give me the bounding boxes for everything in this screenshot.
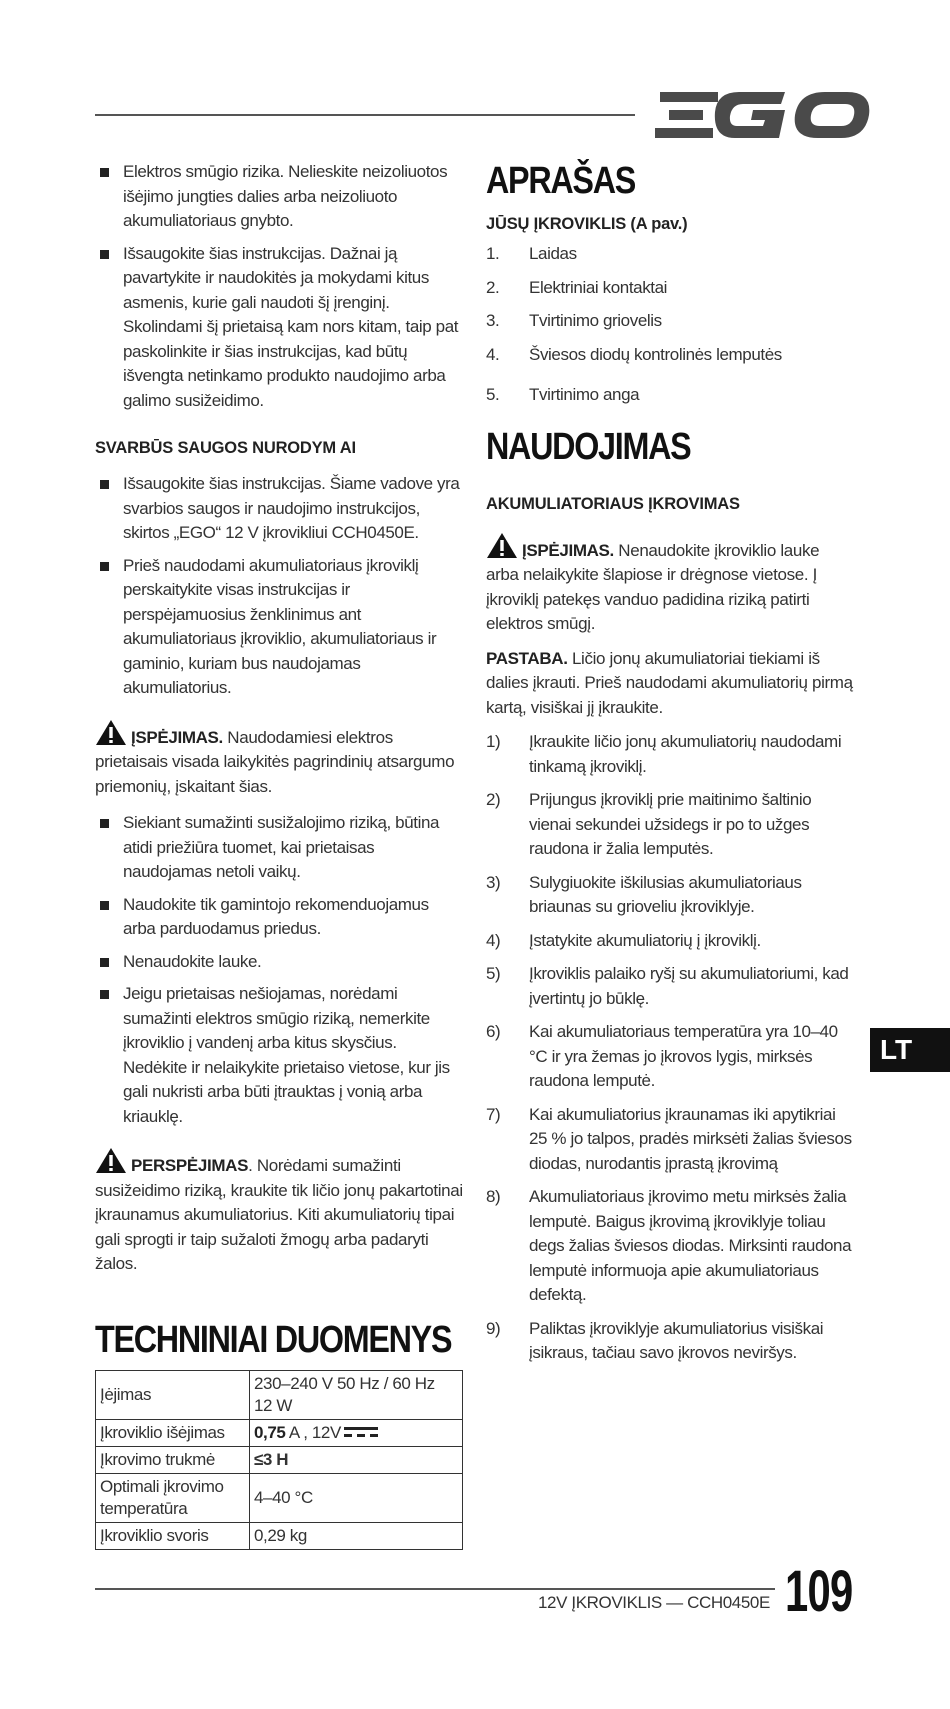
right-column [486, 160, 856, 1366]
list-item [486, 276, 856, 301]
footer-rule [95, 1588, 775, 1590]
left-column [95, 160, 463, 1550]
list-item [486, 1020, 856, 1094]
spec-key: Įėjimas [96, 1370, 250, 1419]
list-number: 9) [486, 1318, 501, 1338]
list-item-text: Paliktas įkroviklyje akumuliatorius visiškai įsikraus, tačiau savo įkrovos neviršys. [529, 1318, 824, 1362]
list-item [95, 950, 463, 975]
list-item-text: Įstatykite akumuliatorių į įkroviklį. [529, 930, 761, 950]
warning-text: Nenaudokite įkroviklio lauke arba nelaikykite šlapiose ir drėgnose vietose. Į įkroviklį patekęs vanduo padidina riziką patirti elektros smūgį. [486, 540, 820, 633]
list-number: 5) [486, 964, 501, 983]
spec-value: ≤3 H [250, 1446, 463, 1473]
spec-value [250, 1419, 463, 1446]
spec-table [95, 1370, 463, 1550]
list-item [486, 929, 856, 954]
spec-value: 4–40 °C [250, 1473, 463, 1522]
list-item-text: Tvirtinimo anga [529, 385, 640, 404]
list-item [95, 160, 463, 234]
warning-label: ĮSPĖJIMAS. [522, 540, 614, 560]
list-number: 2) [486, 790, 501, 809]
list-item [486, 1103, 856, 1177]
spec-key [96, 1473, 250, 1522]
list-item [486, 343, 856, 368]
bullet-square-icon [100, 562, 109, 571]
table-row [96, 1419, 463, 1446]
list-item [95, 472, 463, 546]
list-number: 6) [486, 1022, 501, 1041]
list-number: 3) [486, 872, 501, 892]
charger-subheading: JŪSŲ ĮKROVIKLIS (A pav.) [486, 215, 688, 233]
list-number: 3. [486, 311, 500, 330]
language-tab: LT [870, 1028, 950, 1072]
warning-label: ĮSPĖJIMAS. [131, 727, 223, 747]
table-row [96, 1370, 463, 1419]
list-item-text: Kai akumuliatoriaus temperatūra yra 10–40 °C ir yra žemas jo įkrovos lygis, mirksės raudona lemputė. [529, 1022, 838, 1090]
spec-key: Įkrovimo trukmė [96, 1446, 250, 1473]
list-item-text: Nenaudokite lauke. [123, 951, 262, 971]
intro-bullet-list [95, 160, 463, 413]
list-item-text: Akumuliatoriaus įkrovimo metu mirksės žalia lemputė. Baigus įkrovimą įkroviklyje toliau degs žalias šviesos diodas. Mirksinti raudona lemputė informuoja apie akumuliatoriaus defektą. [529, 1187, 852, 1304]
description-heading: APRAŠAS [486, 160, 636, 202]
spec-value-line: 230–240 V 50 Hz / 60 Hz [254, 1373, 435, 1393]
list-item-text: Tvirtinimo griovelis [529, 311, 662, 330]
spec-key-line: Optimali įkrovimo [100, 1476, 224, 1496]
table-row [96, 1522, 463, 1549]
list-item-text: Siekiant sumažinti susižalojimo riziką, būtina atidi priežiūra tuomet, kai prietaisas naudojamas netoli vaikų. [123, 813, 440, 881]
list-item-text: Šviesos diodų kontrolinės lemputės [529, 344, 782, 364]
spec-value-bold: 0,75 [254, 1422, 286, 1442]
spec-key: Įkroviklio išėjimas [96, 1419, 250, 1446]
list-item [486, 309, 856, 334]
caution-triangle-icon [95, 1147, 127, 1174]
bullet-square-icon [100, 819, 109, 828]
safety-heading: SVARBŪS SAUGOS NURODYM AI [95, 439, 356, 457]
list-item-text: Jeigu prietaisas nešiojamas, norėdami sumažinti elektros smūgio riziką, nemerkite įkroviklio į vandenį arba kitus skysčius. Nedėkite ir nelaikykite prietaiso vietose, kur jis gali nukristi arba būti įtrauktas į vonią arba kriauklę. [123, 984, 450, 1126]
warning-triangle-icon [95, 719, 127, 746]
spec-key: Įkroviklio svoris [96, 1522, 250, 1549]
list-item [95, 554, 463, 701]
spec-value-line: 12 W [254, 1395, 293, 1415]
ego-logo [655, 88, 870, 142]
list-item [95, 982, 463, 1129]
list-item-text: Elektriniai kontaktai [529, 277, 668, 297]
warning-paragraph [95, 719, 463, 800]
list-item-text: Laidas [529, 244, 577, 263]
list-item [486, 1317, 856, 1366]
parts-list [486, 242, 856, 408]
list-item [486, 962, 856, 1011]
list-item [486, 871, 856, 920]
bullet-square-icon [100, 901, 109, 910]
caution-text: . Norėdami sumažinti susižeidimo riziką, kraukite tik ličio jonų pakartotinai įkraunamus akumuliatorius. Kiti akumuliatorių tipai gali sprogti ir taip sužaloti žmogų arba padaryti žalos. [95, 1156, 463, 1273]
list-item-text: Išsaugokite šias instrukcijas. Dažnai ją pavartykite ir naudokitės ja mokydami kitus asmenis, kurie gali naudoti šį įrenginį. Skolindami šį prietaisą kam nors kitam, taip pat paskolinkite ir šias instrukcijas, kad būtų išvengta netinkamo produkto naudojimo arba galimo susižeidimo. [123, 243, 459, 410]
spec-value: 0,29 kg [250, 1522, 463, 1549]
note-text: Ličio jonų akumuliatoriai tiekiami iš dalies įkrauti. Prieš naudodami akumuliatorių pirmą kartą, visiškai jį įkraukite. [486, 648, 853, 717]
bullet-square-icon [100, 168, 109, 177]
list-item-text: Prieš naudodami akumuliatoriaus įkroviklį perskaitykite visas instrukcijas ir perspėjamuosius ženklinimus ant akumuliatoriaus įkroviklio, akumuliatoriaus ir gaminio, kuriam bus naudojamas akumuliatorius. [123, 555, 437, 697]
tech-data-heading: TECHNINIAI DUOMENYS [95, 1318, 452, 1361]
list-item-text: Elektros smūgio rizika. Nelieskite neizoliuotos išėjimo jungties dalies arba neizoliuoto akumuliatoriaus gnybto. [123, 162, 448, 230]
list-number: 4) [486, 930, 501, 950]
warning-triangle-icon [486, 532, 518, 559]
warning-bullet-list [95, 811, 463, 1129]
bullet-square-icon [100, 480, 109, 489]
note-label: PASTABA. [486, 648, 568, 668]
list-item [95, 242, 463, 414]
dc-symbol-icon [344, 1425, 378, 1439]
list-number: 2. [486, 277, 500, 297]
footer-text: 12V ĮKROVIKLIS — CCH0450E [538, 1593, 770, 1612]
safety-bullet-list [95, 472, 463, 701]
note-paragraph [486, 647, 856, 721]
list-item-text: Išsaugokite šias instrukcijas. Šiame vadove yra svarbios saugos ir naudojimo instrukcijos, skirtos „EGO“ 12 V įkrovikliui CCH0450E. [123, 474, 460, 542]
page-number: 109 [785, 1559, 853, 1624]
list-number: 7) [486, 1104, 501, 1124]
list-item [486, 383, 856, 408]
table-row [96, 1446, 463, 1473]
spec-key-line: temperatūra [100, 1498, 188, 1518]
bullet-square-icon [100, 958, 109, 967]
bullet-square-icon [100, 990, 109, 999]
bullet-square-icon [100, 250, 109, 259]
list-item [486, 242, 856, 267]
list-item-text: Prijungus įkroviklį prie maitinimo šaltinio vienai sekundei užsidegs ir po to užges raudona ir žalia lemputės. [529, 790, 812, 858]
list-item [95, 811, 463, 885]
list-number: 1) [486, 732, 501, 751]
warning-paragraph [486, 532, 856, 637]
caution-paragraph [95, 1147, 463, 1277]
table-row [96, 1473, 463, 1522]
list-item [486, 1185, 856, 1308]
list-item-text: Sulygiuokite iškilusias akumuliatoriaus briaunas su grioveliu įkroviklyje. [529, 872, 802, 916]
list-item-text: Įkraukite ličio jonų akumuliatorių naudodami tinkamą įkroviklį. [529, 732, 842, 776]
list-item [486, 788, 856, 862]
charging-steps-list [486, 730, 856, 1366]
spec-value-rest: A , 12V [285, 1422, 341, 1442]
warning-text: Naudodamiesi elektros prietaisais visada laikykitės pagrindinių atsargumo priemonių, įskaitant šias. [95, 727, 455, 796]
spec-value [250, 1370, 463, 1419]
caution-label: PERSPĖJIMAS [131, 1156, 249, 1175]
list-item-text: Įkroviklis palaiko ryšį su akumuliatoriumi, kad įvertintų jo būklę. [529, 964, 849, 1008]
charging-subheading: AKUMULIATORIAUS ĮKROVIMAS [486, 494, 740, 513]
list-item-text: Kai akumuliatorius įkraunamas iki apytikriai 25 % jo talpos, pradės mirksėti žalias šviesos diodas, nurodantis įprastą įkrovimą [529, 1104, 852, 1173]
list-number: 5. [486, 385, 500, 404]
list-number: 4. [486, 344, 500, 364]
list-item [95, 893, 463, 942]
header-rule [95, 114, 635, 116]
list-number: 1. [486, 244, 500, 263]
list-number: 8) [486, 1187, 501, 1206]
list-item [486, 730, 856, 779]
usage-heading: NAUDOJIMAS [486, 425, 691, 468]
list-item-text: Naudokite tik gamintojo rekomenduojamus arba parduodamus priedus. [123, 894, 429, 938]
